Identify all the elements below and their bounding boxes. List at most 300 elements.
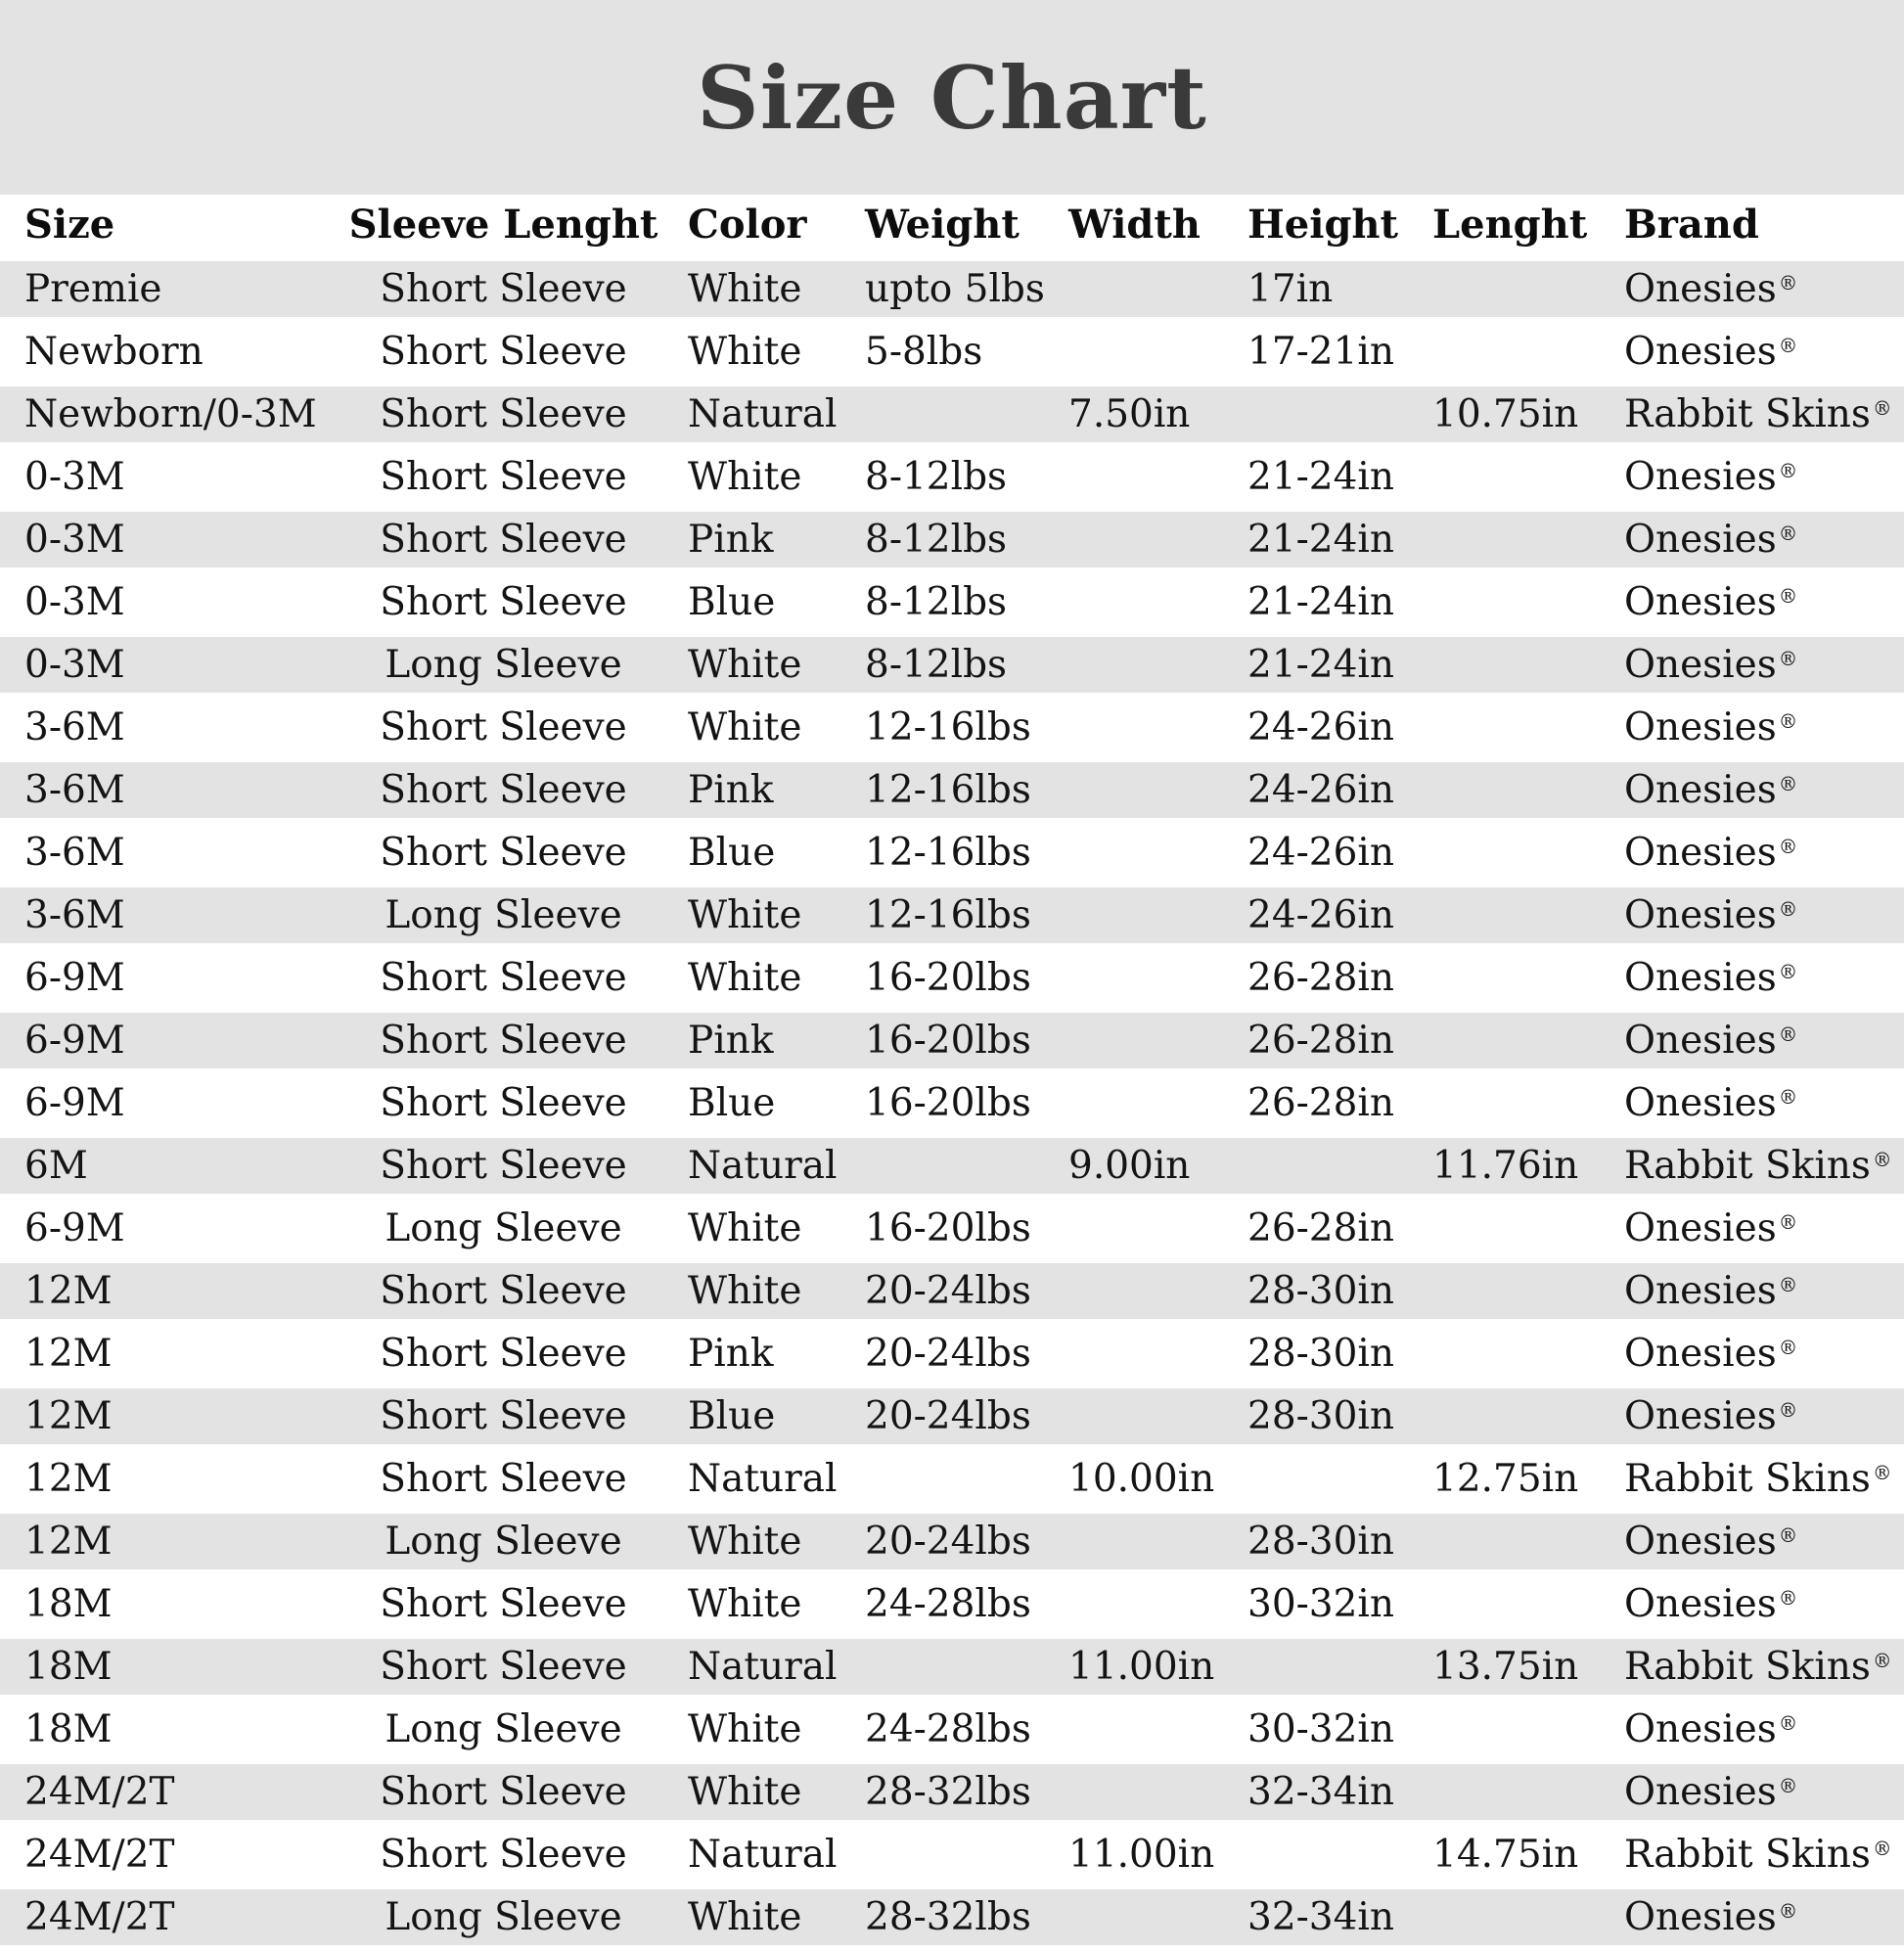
cell-brand bbox=[1595, 1576, 1904, 1632]
cell-brand bbox=[1595, 887, 1904, 943]
cell-weight: 5-8lbs bbox=[865, 330, 983, 374]
cell-width bbox=[1042, 762, 1223, 818]
cell-color: Blue bbox=[688, 580, 776, 624]
brand-name: Onesies bbox=[1624, 1770, 1777, 1814]
cell-length bbox=[1404, 1388, 1595, 1444]
cell-sleeve: Short Sleeve bbox=[380, 831, 627, 875]
cell-height: 21-24in bbox=[1247, 580, 1395, 624]
cell-size: Newborn/0-3M bbox=[24, 392, 317, 436]
table-row bbox=[0, 1889, 1904, 1945]
cell-weight: 28-32lbs bbox=[865, 1770, 1031, 1814]
cell-sleeve: Short Sleeve bbox=[380, 1144, 627, 1188]
cell-height: 28-30in bbox=[1247, 1394, 1395, 1438]
cell-weight: 8-12lbs bbox=[865, 580, 1008, 624]
cell-size: 3-6M bbox=[24, 768, 125, 812]
cell-length bbox=[1404, 449, 1595, 505]
brand-name: Onesies bbox=[1624, 1081, 1777, 1125]
cell-length bbox=[1404, 950, 1595, 1006]
table-row bbox=[0, 1576, 1904, 1632]
col-header-brand: Brand bbox=[1595, 195, 1904, 254]
cell-size: 18M bbox=[24, 1582, 113, 1626]
cell-sleeve: Short Sleeve bbox=[380, 330, 627, 374]
cell-length bbox=[1404, 1326, 1595, 1382]
brand-name: Onesies bbox=[1624, 1206, 1777, 1250]
cell-brand bbox=[1595, 386, 1904, 442]
cell-weight bbox=[841, 386, 1042, 442]
table-row bbox=[0, 1514, 1904, 1569]
cell-sleeve: Short Sleeve bbox=[380, 1582, 627, 1626]
cell-height: 24-26in bbox=[1247, 831, 1395, 875]
col-header-length: Lenght bbox=[1404, 195, 1595, 254]
table-row bbox=[0, 762, 1904, 818]
registered-mark: ® bbox=[1778, 1210, 1798, 1234]
cell-brand bbox=[1595, 1764, 1904, 1820]
cell-size: 0-3M bbox=[24, 518, 125, 562]
cell-sleeve: Short Sleeve bbox=[380, 705, 627, 749]
cell-height bbox=[1223, 386, 1404, 442]
cell-length bbox=[1404, 324, 1595, 380]
table-row bbox=[0, 1827, 1904, 1883]
cell-sleeve: Short Sleeve bbox=[380, 1457, 627, 1501]
cell-weight bbox=[841, 1451, 1042, 1507]
cell-sleeve: Short Sleeve bbox=[380, 956, 627, 1000]
cell-width bbox=[1042, 324, 1223, 380]
cell-height: 26-28in bbox=[1247, 1019, 1395, 1063]
cell-height: 24-26in bbox=[1247, 768, 1395, 812]
cell-size: 12M bbox=[24, 1520, 113, 1564]
cell-height: 32-34in bbox=[1247, 1770, 1395, 1814]
cell-color: Blue bbox=[688, 1394, 776, 1438]
registered-mark: ® bbox=[1872, 1837, 1892, 1860]
cell-brand bbox=[1595, 324, 1904, 380]
cell-size: 6M bbox=[24, 1144, 88, 1188]
col-header-size: Size bbox=[0, 195, 342, 254]
registered-mark: ® bbox=[1778, 1774, 1798, 1797]
cell-sleeve: Short Sleeve bbox=[380, 267, 627, 311]
cell-sleeve: Short Sleeve bbox=[380, 580, 627, 624]
cell-width: 11.00in bbox=[1068, 1833, 1215, 1877]
cell-length bbox=[1404, 1013, 1595, 1068]
cell-size: Premie bbox=[24, 267, 162, 311]
cell-weight bbox=[841, 1827, 1042, 1883]
cell-weight bbox=[841, 1138, 1042, 1194]
cell-size: Newborn bbox=[24, 330, 204, 374]
cell-color: Pink bbox=[688, 1019, 774, 1063]
cell-height: 17-21in bbox=[1247, 330, 1395, 374]
cell-width bbox=[1042, 1514, 1223, 1569]
cell-size: 6-9M bbox=[24, 1081, 125, 1125]
brand-name: Rabbit Skins bbox=[1624, 1144, 1871, 1188]
cell-height: 26-28in bbox=[1247, 956, 1395, 1000]
cell-height: 26-28in bbox=[1247, 1206, 1395, 1250]
brand-name: Onesies bbox=[1624, 893, 1777, 937]
cell-height: 24-26in bbox=[1247, 705, 1395, 749]
cell-weight: 20-24lbs bbox=[865, 1332, 1031, 1376]
brand-name: Onesies bbox=[1624, 1269, 1777, 1313]
cell-size: 12M bbox=[24, 1269, 113, 1313]
cell-height bbox=[1223, 1827, 1404, 1883]
cell-size: 24M/2T bbox=[24, 1770, 175, 1814]
cell-width bbox=[1042, 825, 1223, 881]
cell-size: 12M bbox=[24, 1394, 113, 1438]
cell-width bbox=[1042, 1263, 1223, 1319]
col-header-weight: Weight bbox=[841, 195, 1042, 254]
cell-sleeve: Long Sleeve bbox=[385, 893, 622, 937]
table-row bbox=[0, 324, 1904, 380]
cell-width: 7.50in bbox=[1068, 392, 1191, 436]
cell-size: 12M bbox=[24, 1457, 113, 1501]
cell-sleeve: Short Sleeve bbox=[380, 1019, 627, 1063]
cell-color: Natural bbox=[688, 1144, 838, 1188]
registered-mark: ® bbox=[1778, 647, 1798, 670]
cell-sleeve: Short Sleeve bbox=[380, 1269, 627, 1313]
cell-length bbox=[1404, 512, 1595, 567]
table-row bbox=[0, 1326, 1904, 1382]
cell-height: 32-34in bbox=[1247, 1895, 1395, 1939]
cell-weight: 28-32lbs bbox=[865, 1895, 1031, 1939]
table-row bbox=[0, 825, 1904, 881]
header-row bbox=[0, 195, 1904, 254]
cell-brand bbox=[1595, 1514, 1904, 1569]
registered-mark: ® bbox=[1872, 1148, 1892, 1171]
table-header bbox=[0, 195, 1904, 254]
cell-sleeve: Long Sleeve bbox=[385, 1895, 622, 1939]
cell-width bbox=[1042, 574, 1223, 630]
brand-name: Rabbit Skins bbox=[1624, 1457, 1871, 1501]
table-row bbox=[0, 1075, 1904, 1131]
cell-length: 14.75in bbox=[1432, 1833, 1579, 1877]
brand-name: Onesies bbox=[1624, 330, 1777, 374]
cell-length: 13.75in bbox=[1432, 1645, 1579, 1689]
cell-length bbox=[1404, 1201, 1595, 1256]
table-row bbox=[0, 637, 1904, 693]
registered-mark: ® bbox=[1872, 396, 1892, 420]
cell-weight: 8-12lbs bbox=[865, 455, 1008, 499]
cell-size: 0-3M bbox=[24, 580, 125, 624]
registered-mark: ® bbox=[1778, 1336, 1798, 1359]
cell-size: 24M/2T bbox=[24, 1833, 175, 1877]
cell-height: 21-24in bbox=[1247, 643, 1395, 687]
cell-length bbox=[1404, 1889, 1595, 1945]
cell-color: Pink bbox=[688, 1332, 774, 1376]
brand-name: Onesies bbox=[1624, 518, 1777, 562]
cell-size: 6-9M bbox=[24, 956, 125, 1000]
cell-length bbox=[1404, 261, 1595, 317]
registered-mark: ® bbox=[1778, 1586, 1798, 1610]
brand-name: Onesies bbox=[1624, 956, 1777, 1000]
cell-width bbox=[1042, 261, 1223, 317]
registered-mark: ® bbox=[1778, 897, 1798, 921]
cell-brand bbox=[1595, 637, 1904, 693]
cell-height: 17in bbox=[1247, 267, 1334, 311]
registered-mark: ® bbox=[1778, 1711, 1798, 1735]
cell-width bbox=[1042, 887, 1223, 943]
registered-mark: ® bbox=[1778, 334, 1798, 357]
cell-brand bbox=[1595, 950, 1904, 1006]
cell-weight: 12-16lbs bbox=[865, 893, 1031, 937]
cell-height: 21-24in bbox=[1247, 518, 1395, 562]
cell-sleeve: Long Sleeve bbox=[385, 643, 622, 687]
registered-mark: ® bbox=[1778, 1022, 1798, 1046]
table-row bbox=[0, 1263, 1904, 1319]
cell-brand bbox=[1595, 1827, 1904, 1883]
registered-mark: ® bbox=[1778, 1523, 1798, 1547]
table-row bbox=[0, 1451, 1904, 1507]
col-header-height: Height bbox=[1223, 195, 1404, 254]
cell-color: Natural bbox=[688, 1457, 838, 1501]
cell-color: Pink bbox=[688, 518, 774, 562]
brand-name: Rabbit Skins bbox=[1624, 1645, 1871, 1689]
cell-brand bbox=[1595, 1326, 1904, 1382]
cell-sleeve: Short Sleeve bbox=[380, 455, 627, 499]
table-row bbox=[0, 1013, 1904, 1068]
cell-width bbox=[1042, 1889, 1223, 1945]
table-row bbox=[0, 386, 1904, 442]
cell-height: 28-30in bbox=[1247, 1520, 1395, 1564]
cell-sleeve: Long Sleeve bbox=[385, 1520, 622, 1564]
cell-length bbox=[1404, 887, 1595, 943]
cell-color: White bbox=[688, 1707, 802, 1751]
brand-name: Onesies bbox=[1624, 1019, 1777, 1063]
cell-length bbox=[1404, 574, 1595, 630]
cell-weight: 16-20lbs bbox=[865, 1019, 1031, 1063]
cell-color: White bbox=[688, 1269, 802, 1313]
cell-weight: 16-20lbs bbox=[865, 1081, 1031, 1125]
brand-name: Onesies bbox=[1624, 1895, 1777, 1939]
cell-weight: 12-16lbs bbox=[865, 831, 1031, 875]
page-title: Size Chart bbox=[697, 46, 1207, 149]
table-row bbox=[0, 700, 1904, 755]
cell-color: White bbox=[688, 1520, 802, 1564]
cell-color: White bbox=[688, 956, 802, 1000]
table-row bbox=[0, 449, 1904, 505]
cell-brand bbox=[1595, 1013, 1904, 1068]
cell-length: 12.75in bbox=[1432, 1457, 1579, 1501]
brand-name: Onesies bbox=[1624, 768, 1777, 812]
registered-mark: ® bbox=[1778, 459, 1798, 482]
cell-brand bbox=[1595, 1889, 1904, 1945]
cell-sleeve: Short Sleeve bbox=[380, 1770, 627, 1814]
cell-width bbox=[1042, 1201, 1223, 1256]
cell-height: 28-30in bbox=[1247, 1269, 1395, 1313]
cell-color: Natural bbox=[688, 1833, 838, 1877]
cell-brand bbox=[1595, 762, 1904, 818]
table-row bbox=[0, 1201, 1904, 1256]
cell-color: Natural bbox=[688, 392, 838, 436]
cell-sleeve: Short Sleeve bbox=[380, 1645, 627, 1689]
registered-mark: ® bbox=[1778, 960, 1798, 983]
cell-sleeve: Long Sleeve bbox=[385, 1707, 622, 1751]
cell-size: 3-6M bbox=[24, 893, 125, 937]
cell-size: 3-6M bbox=[24, 831, 125, 875]
table-row bbox=[0, 950, 1904, 1006]
table-row bbox=[0, 574, 1904, 630]
cell-color: White bbox=[688, 1895, 802, 1939]
cell-weight: 16-20lbs bbox=[865, 1206, 1031, 1250]
size-chart-table bbox=[0, 188, 1904, 1952]
table-row bbox=[0, 261, 1904, 317]
cell-sleeve: Short Sleeve bbox=[380, 768, 627, 812]
cell-width bbox=[1042, 950, 1223, 1006]
cell-color: Blue bbox=[688, 831, 776, 875]
cell-length bbox=[1404, 1702, 1595, 1757]
table-row bbox=[0, 1138, 1904, 1194]
cell-brand bbox=[1595, 1075, 1904, 1131]
cell-color: White bbox=[688, 705, 802, 749]
table-body bbox=[0, 261, 1904, 1945]
registered-mark: ® bbox=[1778, 1398, 1798, 1422]
brand-name: Onesies bbox=[1624, 643, 1777, 687]
registered-mark: ® bbox=[1778, 584, 1798, 608]
cell-width bbox=[1042, 1075, 1223, 1131]
cell-sleeve: Short Sleeve bbox=[380, 1081, 627, 1125]
cell-brand bbox=[1595, 1388, 1904, 1444]
cell-sleeve: Short Sleeve bbox=[380, 1394, 627, 1438]
cell-length bbox=[1404, 1514, 1595, 1569]
cell-brand bbox=[1595, 1702, 1904, 1757]
cell-width bbox=[1042, 637, 1223, 693]
cell-size: 3-6M bbox=[24, 705, 125, 749]
cell-height: 24-26in bbox=[1247, 893, 1395, 937]
cell-length bbox=[1404, 762, 1595, 818]
table-row bbox=[0, 1702, 1904, 1757]
cell-weight: 20-24lbs bbox=[865, 1269, 1031, 1313]
cell-length bbox=[1404, 1576, 1595, 1632]
cell-weight: 24-28lbs bbox=[865, 1582, 1031, 1626]
cell-brand bbox=[1595, 1201, 1904, 1256]
brand-name: Onesies bbox=[1624, 1520, 1777, 1564]
cell-width bbox=[1042, 1576, 1223, 1632]
brand-name: Onesies bbox=[1624, 455, 1777, 499]
registered-mark: ® bbox=[1778, 271, 1798, 295]
cell-size: 0-3M bbox=[24, 643, 125, 687]
cell-length bbox=[1404, 1263, 1595, 1319]
cell-height bbox=[1223, 1451, 1404, 1507]
registered-mark: ® bbox=[1778, 1085, 1798, 1109]
col-header-sleeve-length: Sleeve Lenght bbox=[342, 195, 665, 254]
cell-width: 10.00in bbox=[1068, 1457, 1215, 1501]
cell-height: 28-30in bbox=[1247, 1332, 1395, 1376]
brand-name: Onesies bbox=[1624, 580, 1777, 624]
registered-mark: ® bbox=[1778, 1273, 1798, 1296]
brand-name: Onesies bbox=[1624, 705, 1777, 749]
cell-length: 10.75in bbox=[1432, 392, 1579, 436]
cell-width: 11.00in bbox=[1068, 1645, 1215, 1689]
cell-brand bbox=[1595, 700, 1904, 755]
cell-color: White bbox=[688, 455, 802, 499]
col-header-color: Color bbox=[665, 195, 841, 254]
cell-width bbox=[1042, 449, 1223, 505]
cell-weight: 24-28lbs bbox=[865, 1707, 1031, 1751]
cell-size: 6-9M bbox=[24, 1206, 125, 1250]
cell-sleeve: Short Sleeve bbox=[380, 518, 627, 562]
cell-color: Pink bbox=[688, 768, 774, 812]
registered-mark: ® bbox=[1778, 772, 1798, 795]
brand-name: Onesies bbox=[1624, 1332, 1777, 1376]
cell-width bbox=[1042, 700, 1223, 755]
cell-size: 0-3M bbox=[24, 455, 125, 499]
cell-brand bbox=[1595, 449, 1904, 505]
brand-name: Rabbit Skins bbox=[1624, 392, 1871, 436]
col-header-width: Width bbox=[1042, 195, 1223, 254]
registered-mark: ® bbox=[1778, 1899, 1798, 1923]
cell-length bbox=[1404, 1764, 1595, 1820]
brand-name: Onesies bbox=[1624, 1582, 1777, 1626]
cell-sleeve: Short Sleeve bbox=[380, 1332, 627, 1376]
cell-height bbox=[1223, 1639, 1404, 1695]
cell-sleeve: Short Sleeve bbox=[380, 392, 627, 436]
brand-name: Onesies bbox=[1624, 267, 1777, 311]
cell-brand bbox=[1595, 1263, 1904, 1319]
cell-width bbox=[1042, 512, 1223, 567]
cell-color: White bbox=[688, 1582, 802, 1626]
table-row bbox=[0, 1388, 1904, 1444]
cell-brand bbox=[1595, 261, 1904, 317]
cell-height: 26-28in bbox=[1247, 1081, 1395, 1125]
cell-color: Natural bbox=[688, 1645, 838, 1689]
cell-sleeve: Short Sleeve bbox=[380, 1833, 627, 1877]
cell-color: White bbox=[688, 893, 802, 937]
cell-width bbox=[1042, 1764, 1223, 1820]
cell-weight bbox=[841, 1639, 1042, 1695]
cell-width: 9.00in bbox=[1068, 1144, 1191, 1188]
cell-color: White bbox=[688, 1206, 802, 1250]
cell-size: 18M bbox=[24, 1645, 113, 1689]
brand-name: Onesies bbox=[1624, 1707, 1777, 1751]
brand-name: Onesies bbox=[1624, 831, 1777, 875]
cell-brand bbox=[1595, 1138, 1904, 1194]
cell-weight: 20-24lbs bbox=[865, 1520, 1031, 1564]
cell-width bbox=[1042, 1326, 1223, 1382]
registered-mark: ® bbox=[1778, 835, 1798, 858]
cell-length bbox=[1404, 700, 1595, 755]
cell-color: Blue bbox=[688, 1081, 776, 1125]
brand-name: Onesies bbox=[1624, 1394, 1777, 1438]
cell-color: White bbox=[688, 267, 802, 311]
cell-brand bbox=[1595, 1451, 1904, 1507]
cell-weight: 8-12lbs bbox=[865, 518, 1008, 562]
cell-brand bbox=[1595, 825, 1904, 881]
cell-height bbox=[1223, 1138, 1404, 1194]
cell-length bbox=[1404, 1075, 1595, 1131]
table-row bbox=[0, 887, 1904, 943]
cell-height: 30-32in bbox=[1247, 1582, 1395, 1626]
table-row bbox=[0, 1639, 1904, 1695]
registered-mark: ® bbox=[1872, 1649, 1892, 1672]
cell-size: 18M bbox=[24, 1707, 113, 1751]
table-row bbox=[0, 1764, 1904, 1820]
cell-weight: 12-16lbs bbox=[865, 768, 1031, 812]
cell-color: White bbox=[688, 1770, 802, 1814]
cell-width bbox=[1042, 1388, 1223, 1444]
cell-length bbox=[1404, 825, 1595, 881]
cell-size: 24M/2T bbox=[24, 1895, 175, 1939]
cell-brand bbox=[1595, 1639, 1904, 1695]
cell-sleeve: Long Sleeve bbox=[385, 1206, 622, 1250]
cell-length: 11.76in bbox=[1432, 1144, 1579, 1188]
cell-length bbox=[1404, 637, 1595, 693]
cell-color: White bbox=[688, 643, 802, 687]
registered-mark: ® bbox=[1778, 709, 1798, 733]
registered-mark: ® bbox=[1872, 1461, 1892, 1484]
cell-brand bbox=[1595, 574, 1904, 630]
cell-size: 6-9M bbox=[24, 1019, 125, 1063]
registered-mark: ® bbox=[1778, 522, 1798, 545]
cell-weight: 12-16lbs bbox=[865, 705, 1031, 749]
cell-weight: 20-24lbs bbox=[865, 1394, 1031, 1438]
cell-weight: upto 5lbs bbox=[865, 267, 1045, 311]
cell-width bbox=[1042, 1013, 1223, 1068]
